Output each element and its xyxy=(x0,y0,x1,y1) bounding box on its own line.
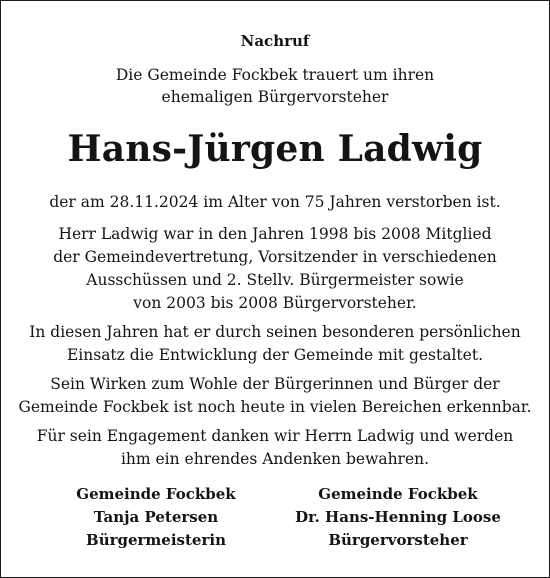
tribute-line: von 2003 bis 2008 Bürgervorsteher. xyxy=(133,294,417,312)
signature-role: Bürgermeisterin xyxy=(86,531,226,549)
death-date-line: der am 28.11.2024 im Alter von 75 Jahren verstorben ist. xyxy=(49,193,501,211)
signature-mayor xyxy=(31,483,281,552)
tribute-paragraph-commitment xyxy=(1,321,549,367)
tribute-line: ihm ein ehrendes Andenken bewahren. xyxy=(120,450,430,468)
tribute-line: Einsatz die Entwicklung der Gemeinde mit gestaltet. xyxy=(66,346,483,364)
intro-line: ehemaligen Bürgervorsteher xyxy=(161,88,389,106)
tribute-line: Gemeinde Fockbek ist noch heute in vielen Bereichen erkennbar. xyxy=(18,398,532,416)
signature-person: Tanja Petersen xyxy=(93,508,219,526)
tribute-line: Sein Wirken zum Wohle der Bürgerinnen und Bürger der xyxy=(50,375,500,393)
deceased-name: Hans-Jürgen Ladwig xyxy=(67,128,483,170)
tribute-paragraph-legacy xyxy=(1,373,549,419)
tribute-line: Für sein Engagement danken wir Herrn Ladwig und werden xyxy=(36,427,514,445)
tribute-line: Ausschüssen und 2. Stellv. Bürgermeister sowie xyxy=(86,271,464,289)
notice-heading: Nachruf xyxy=(240,32,310,50)
signature-organization: Gemeinde Fockbek xyxy=(76,485,236,503)
tribute-paragraph-thanks xyxy=(1,425,549,471)
signature-role: Bürgervorsteher xyxy=(328,531,468,549)
tribute-line: Herr Ladwig war in den Jahren 1998 bis 2008 Mitglied xyxy=(58,225,492,243)
intro-line: Die Gemeinde Fockbek trauert um ihren xyxy=(115,66,435,84)
signature-organization: Gemeinde Fockbek xyxy=(318,485,478,503)
tribute-paragraph-career xyxy=(1,223,549,315)
signature-council-chair xyxy=(273,483,523,552)
tribute-line: In diesen Jahren hat er durch seinen besonderen persönlichen xyxy=(29,323,521,341)
intro-text xyxy=(1,64,549,108)
signature-person: Dr. Hans-Henning Loose xyxy=(295,508,501,526)
tribute-line: der Gemeindevertretung, Vorsitzender in verschiedenen xyxy=(53,248,497,266)
